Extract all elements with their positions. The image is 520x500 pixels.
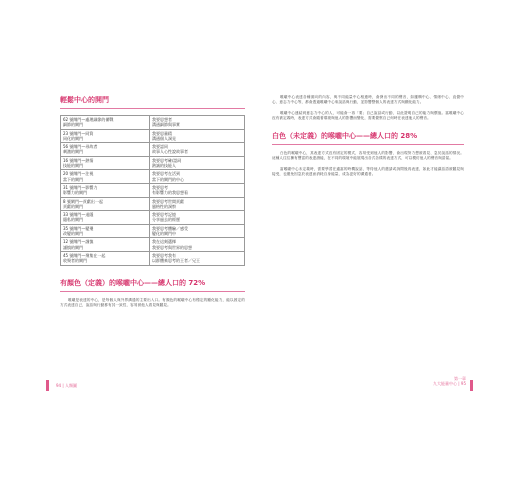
left-footer-bar [46, 380, 49, 391]
right-paragraph-4: 當喉嚨中心未定義時，需要學習在適當的時機說話，等待他人的邀請或詢問後再表達，如此才能讓話語被聽見與接受，也避免因急於表達而消耗自身能量，成為更好的溝通者。 [272, 166, 464, 177]
gate-name-cell: 62 號閘門—處理細節的備戰 細節的閘門 [61, 116, 150, 130]
table-row [61, 116, 245, 130]
gate-description-cell: 我要思考記憶 分享過去的經歷 [150, 211, 245, 225]
defined-throat-heading: 有顏色（定義）的喉嚨中心——總人口的 72% [60, 278, 206, 287]
section-title: 輕鬆中心的開門 [60, 96, 109, 104]
table-row [61, 251, 245, 265]
table-row [61, 183, 245, 197]
table-row [61, 238, 245, 252]
left-paragraph: 喉嚨是表達的中心，是每個人與外界溝通的主要出入口。有顏色的喉嚨中心有穩定的顯化能力，能以固定的方式表達自己，說話與行動都有其一致性，容易被他人看見與聽見。 [60, 297, 245, 307]
left-footer: 94 | 人類圖 [56, 383, 78, 388]
gate-description-cell: 我要思考體驗／感受 變化的閘門中 [150, 224, 245, 238]
left-page-number: 94 [56, 383, 62, 388]
gate-name-cell: 35 號閘門—變遷 改變的閘門 [61, 224, 150, 238]
right-footer-label: 第一章 [454, 376, 466, 381]
right-paragraph-3: 白色的喉嚨中心，其表達方式沒有固定的模式，容易受到他人的影響，會出現努力想被看見、急於說話的情況。這種人往往擁有豐富的表達潛能，在不同的環境中能展現出各式各樣的表達方式，可以模仿他人的聲音與語氣。 [272, 151, 464, 161]
gate-name-cell: 23 號閘門—同質 同化的閘門 [61, 129, 150, 143]
gate-name-cell: 33 號閘門—退隱 隱私的閘門 [61, 211, 150, 225]
table-row [61, 156, 245, 170]
table-row [61, 129, 245, 143]
right-footer: 第一章 九大能量中心 | 95 [420, 376, 466, 386]
table-row [61, 197, 245, 211]
right-paragraph-1: 喉嚨中心表達各種面向的內容，與不同能量中心相連時，會發出不同的聲音，如邏輯中心、情緒中心、直覺中心、意志力中心等，都會透過喉嚨中心來說話與行動，並影響整個人的表達方式與顯化能力。 [272, 95, 464, 105]
gate-description-cell: 我要思考 有影響力的我思想看 [150, 183, 245, 197]
right-paragraph-2: 喉嚨中心連結到意志力中心的人，可能會一再「要」自己說話或行動，以此證明自己的能力與價值。當喉嚨中心沒有被定義時，表達方式會隨著環境與他人的影響而變化，需要覺察自己何時在表達他人的聲音。 [272, 110, 464, 120]
right-footer-bar [470, 380, 473, 391]
subheading-rule [60, 291, 245, 292]
gate-description-cell: 我要思考我有 以群體來思考的王者／兄王 [150, 251, 245, 265]
left-footer-label: 人類圖 [65, 383, 78, 388]
gate-description-cell: 我要思考確/認同 熱誠的技能人 [150, 156, 245, 170]
gates-table [60, 115, 245, 266]
table-row [61, 143, 245, 157]
table-row [61, 211, 245, 225]
table-row [61, 224, 245, 238]
gate-description-cell: 我要思量精 溝通個人洞見 [150, 129, 245, 143]
right-subheading-rule [272, 144, 464, 145]
gate-name-cell: 20 號閘門—注視 當下的閘門 [61, 170, 150, 184]
gate-name-cell: 56 號閘門—尋故者 刺激的閘門 [61, 143, 150, 157]
gate-description-cell: 我要認同 故事人心性說故事者 [150, 143, 245, 157]
table-row [61, 170, 245, 184]
gate-name-cell: 12 號閘門—謹慎 謹慎的閘門 [61, 238, 150, 252]
gate-description-cell: 我要思想者 溝通細節與事實 [150, 116, 245, 130]
gate-name-cell: 8 號閘門—貢獻出一起 貢獻的閘門 [61, 197, 150, 211]
gate-name-cell: 31 號閘門—影響力 影響力的閘門 [61, 183, 150, 197]
gate-description-cell: 我在這刻選擇 我要思考與世界的思想 [150, 238, 245, 252]
gate-description-cell: 我要思考世間貢獻 風格性的洞察 [150, 197, 245, 211]
right-page [272, 95, 464, 385]
right-page-number: 95 [460, 381, 466, 386]
left-page [60, 95, 245, 385]
gate-name-cell: 45 號閘門—聚集在一起 收聚者的閘門 [61, 251, 150, 265]
heading-rule [60, 108, 245, 109]
right-footer-sub: 九大能量中心 [432, 381, 457, 386]
undefined-throat-heading: 白色（未定義）的喉嚨中心——總人口的 28% [272, 132, 418, 141]
gate-name-cell: 16 號閘門—熱情 技能的閘門 [61, 156, 150, 170]
gate-description-cell: 我要思考在活到 當下的閘門的中心 [150, 170, 245, 184]
